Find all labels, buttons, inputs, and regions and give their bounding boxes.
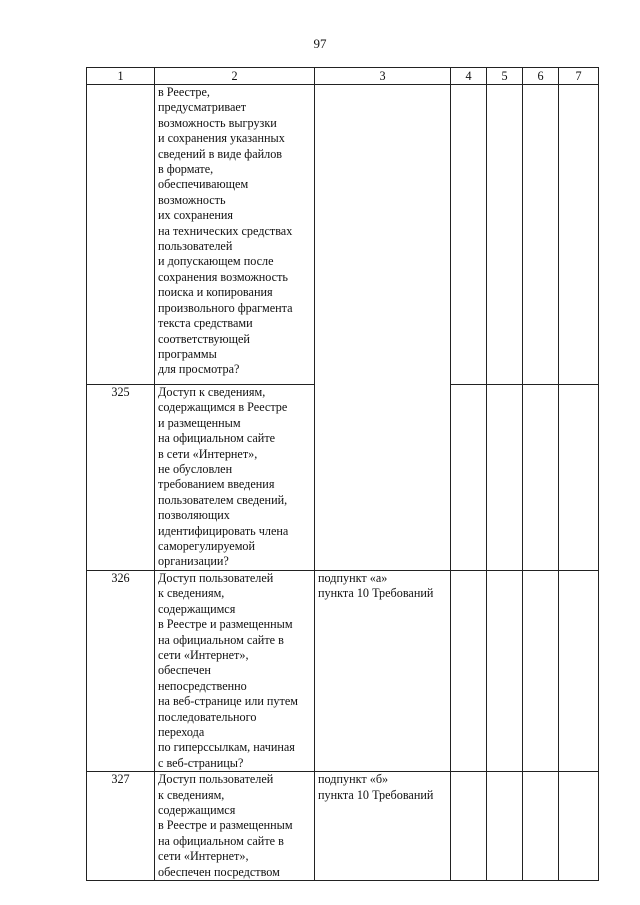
- reference-cell: подпункт «б» пункта 10 Требований: [315, 772, 451, 881]
- column-header: 7: [559, 68, 599, 85]
- answer-cell: [487, 772, 523, 881]
- row-number: 326: [87, 570, 155, 771]
- row-number: 327: [87, 772, 155, 881]
- answer-cell: [487, 385, 523, 571]
- answer-cell: [523, 570, 559, 771]
- column-header: 3: [315, 68, 451, 85]
- answer-cell: [559, 85, 599, 385]
- answer-cell: [451, 385, 487, 571]
- table-row: [87, 570, 599, 771]
- row-number: [87, 85, 155, 385]
- answer-cell: [487, 570, 523, 771]
- page-number: 97: [313, 36, 327, 51]
- column-header: 5: [487, 68, 523, 85]
- question-text: в Реестре, предусматривает возможность выгрузки и сохранения указанных сведений в виде файлов в формате, обеспечивающем возможность их сохранения на технических средствах пользователей и допускающем после сохранения возможность поиска и копирования произвольного фрагмента текста средствами соответствующей программы для просмотра?: [155, 85, 315, 385]
- question-text: Доступ к сведениям, содержащимся в Реестре и размещенным на официальном сайте в сети «Интернет», не обусловлен требованием введения пользователем сведений, позволяющих идентифицировать члена саморегулируемой организации?: [155, 385, 315, 571]
- column-header: 6: [523, 68, 559, 85]
- answer-cell: [487, 85, 523, 385]
- reference-cell: [315, 85, 451, 571]
- answer-cell: [451, 772, 487, 881]
- column-header: 2: [155, 68, 315, 85]
- checklist-table: [86, 67, 599, 881]
- column-header: 4: [451, 68, 487, 85]
- answer-cell: [451, 85, 487, 385]
- reference-cell: подпункт «а» пункта 10 Требований: [315, 570, 451, 771]
- table-row: [87, 85, 599, 385]
- answer-cell: [523, 385, 559, 571]
- answer-cell: [559, 570, 599, 771]
- table-row: [87, 772, 599, 881]
- answer-cell: [559, 772, 599, 881]
- table-header-row: [87, 68, 599, 85]
- answer-cell: [523, 772, 559, 881]
- question-text: Доступ пользователей к сведениям, содержащимся в Реестре и размещенным на официальном сайте в сети «Интернет», обеспечен непосредственно на веб-странице или путем последовательного перехода по гиперссылкам, начиная с веб-страницы?: [155, 570, 315, 771]
- answer-cell: [523, 85, 559, 385]
- row-number: 325: [87, 385, 155, 571]
- question-text: Доступ пользователей к сведениям, содержащимся в Реестре и размещенным на официальном сайте в сети «Интернет», обеспечен посредством: [155, 772, 315, 881]
- answer-cell: [451, 570, 487, 771]
- column-header: 1: [87, 68, 155, 85]
- answer-cell: [559, 385, 599, 571]
